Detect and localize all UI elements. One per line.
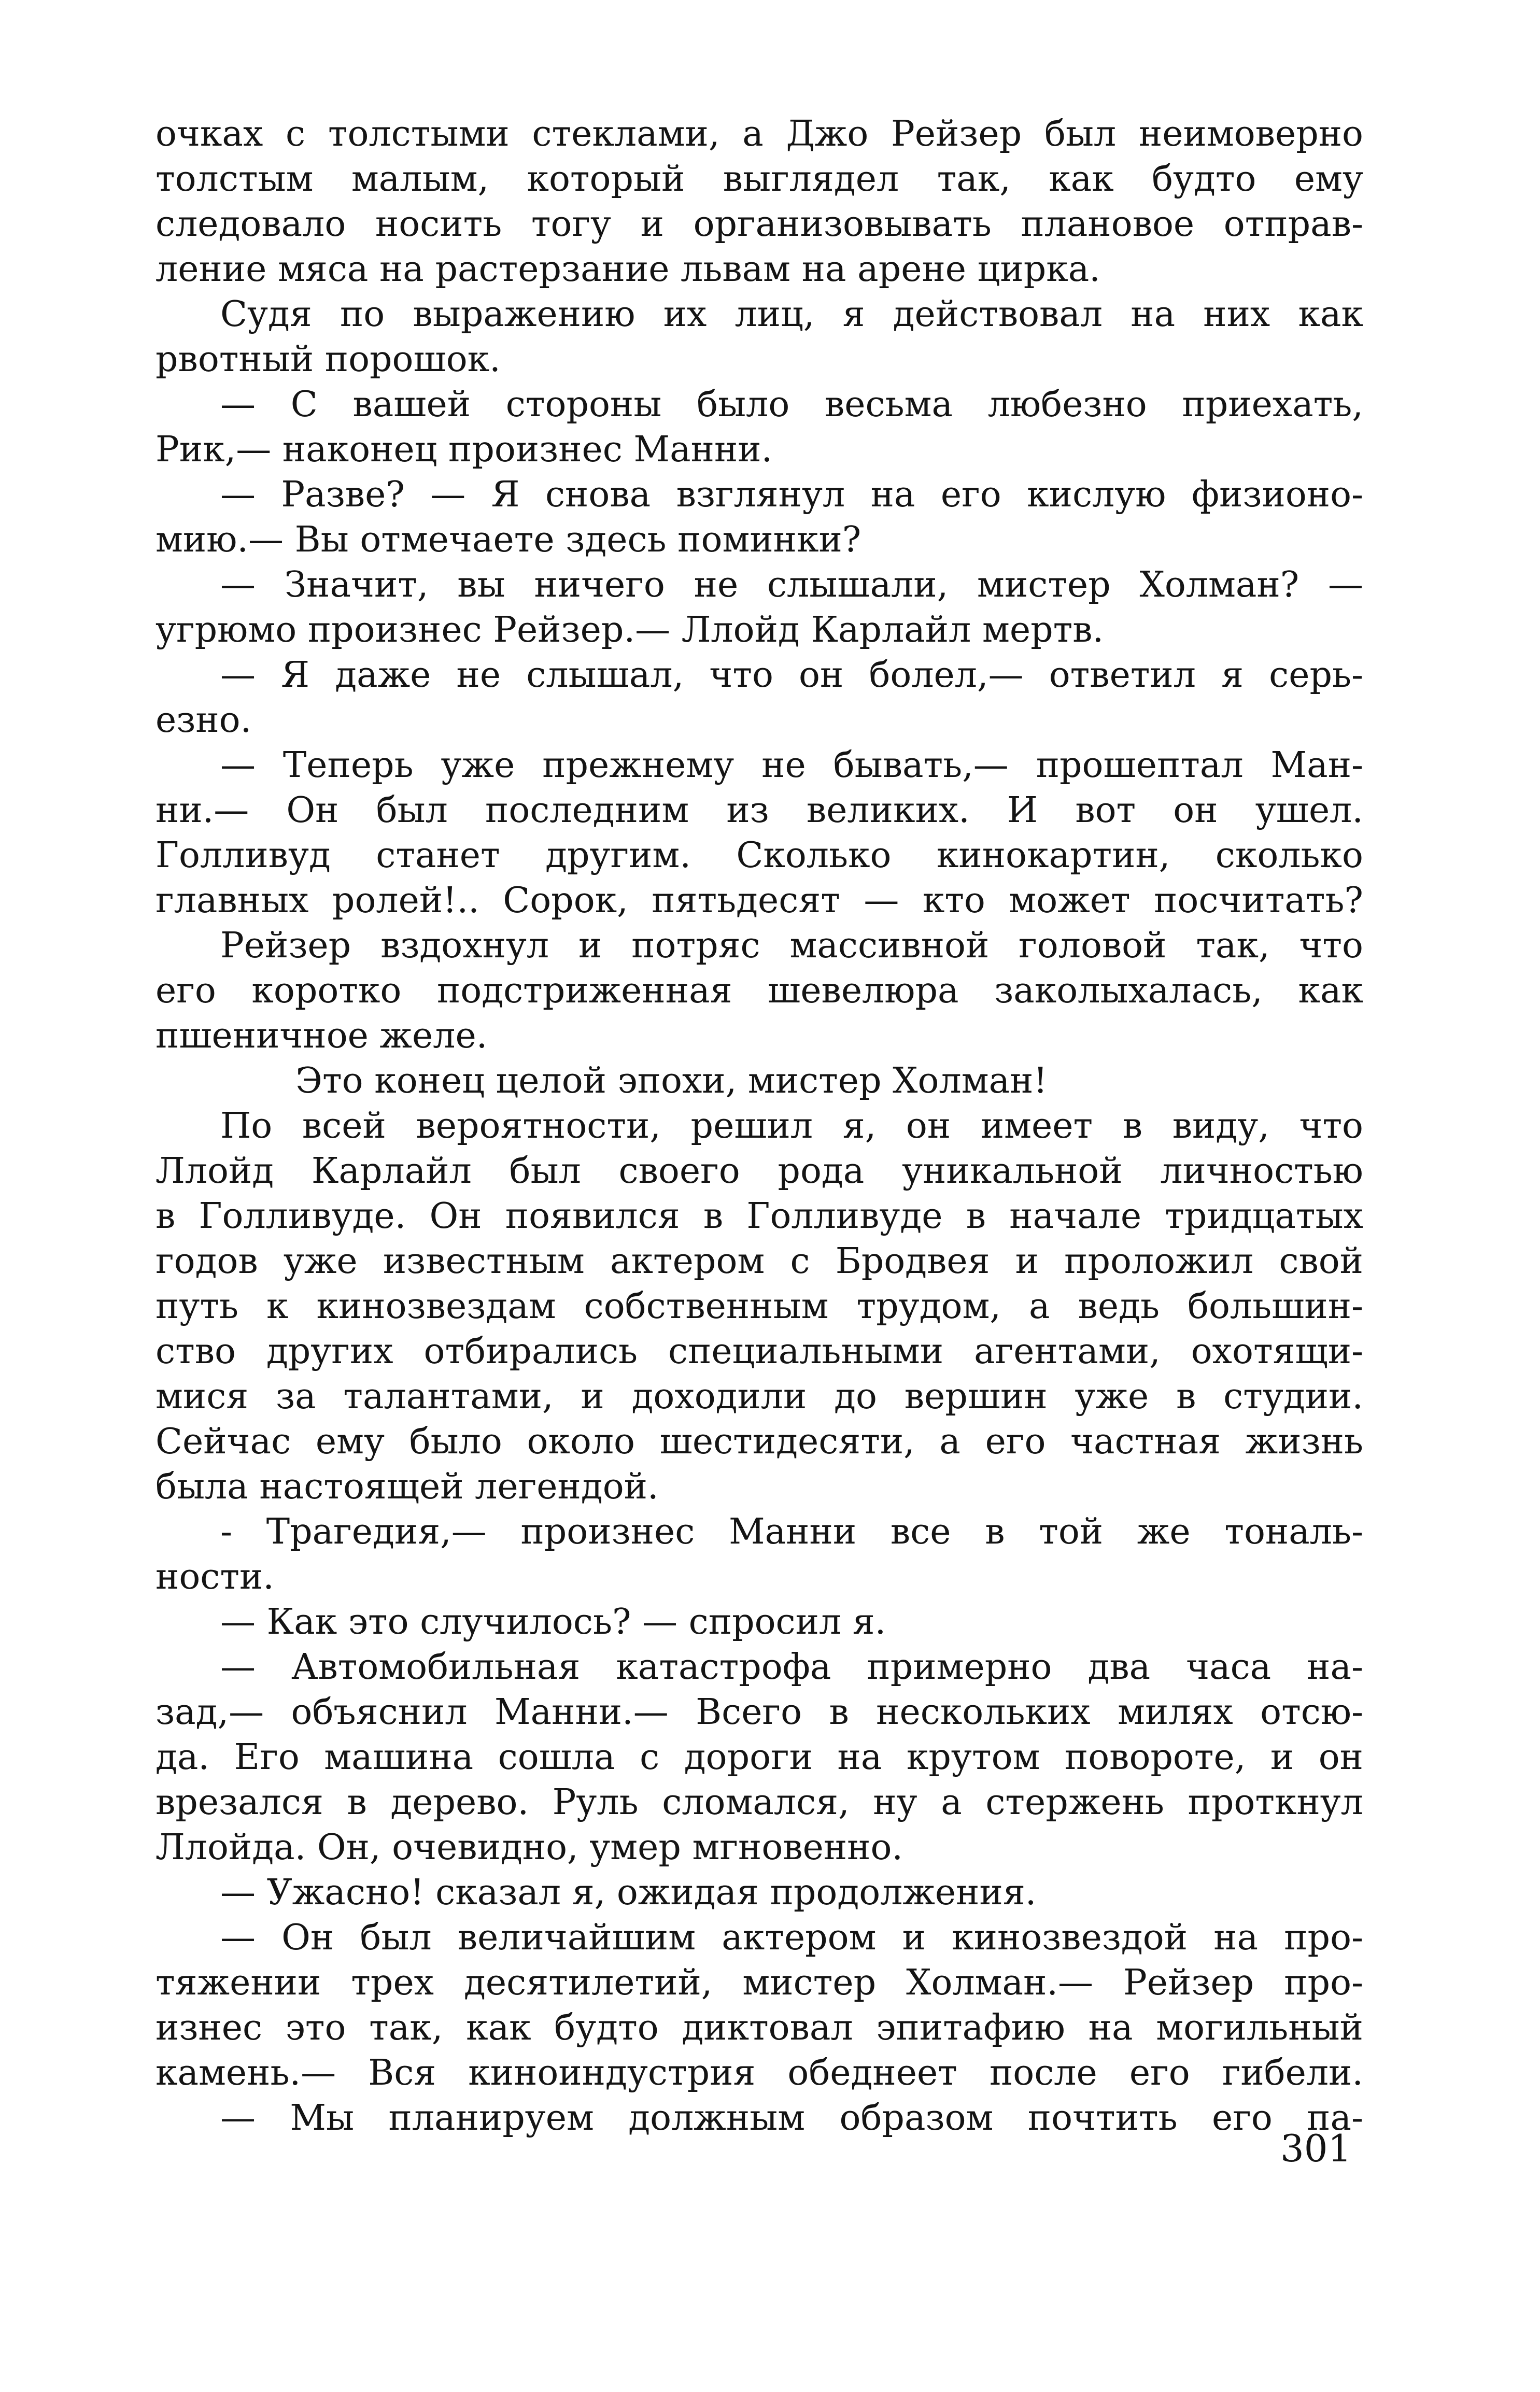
text-line: Ллойд Карлайл был своего рода уникальной личностью [156, 1151, 1363, 1192]
text-line: - Трагедия,— произнес Манни все в той же тональ- [220, 1511, 1363, 1552]
text-line: Рейзер вздохнул и потряс массивной головой так, что [220, 925, 1363, 966]
text-line: Это конец целой эпохи, мистер Холман! [295, 1060, 1048, 1101]
text-line: очках с толстыми стеклами, а Джо Рейзер был неимоверно [156, 114, 1363, 154]
text-line: изнес это так, как будто диктовал эпитафию на могильный [156, 2007, 1363, 2048]
text-line: — С вашей стороны было весьма любезно приехать, [220, 384, 1363, 425]
text-line: камень.— Вся киноиндустрия обеднеет после его гибели. [156, 2053, 1363, 2093]
book-page-text [156, 111, 1363, 2141]
text-line: ности. [156, 1556, 274, 1597]
text-line: Рик,— наконец произнес Манни. [156, 429, 773, 470]
text-line: рвотный порошок. [156, 339, 501, 380]
text-line: — Мы планируем должным образом почтить его па- [220, 2098, 1363, 2139]
text-line: была настоящей легендой. [156, 1466, 659, 1507]
text-line: его коротко подстриженная шевелюра заколыхалась, как [156, 970, 1363, 1011]
text-line: угрюмо произнес Рейзер.— Ллойд Карлайл мертв. [156, 610, 1104, 650]
text-line: Голливуд станет другим. Сколько кинокартин, сколько [156, 835, 1363, 876]
text-line: — Теперь уже прежнему не бывать,— прошептал Ман- [220, 745, 1363, 786]
text-line: Сейчас ему было около шестидесяти, а его частная жизнь [156, 1421, 1363, 1462]
page-number: 301 [1280, 2127, 1352, 2170]
text-line: — Разве? — Я снова взглянул на его кислую физионо- [220, 474, 1363, 515]
text-line: — Автомобильная катастрофа примерно два часа на- [220, 1647, 1363, 1688]
text-line: — Как это случилось? — спросил я. [220, 1602, 886, 1643]
text-line: — Ужасно! сказал я, ожидая продолжения. [220, 1872, 1037, 1913]
text-line: мися за талантами, и доходили до вершин уже в студии. [156, 1376, 1363, 1417]
text-line: в Голливуде. Он появился в Голливуде в начале тридцатых [156, 1196, 1363, 1237]
text-line: ление мяса на растерзание львам на арене цирка. [156, 249, 1100, 290]
text-line: — Он был величайшим актером и кинозвездой на про- [220, 1917, 1363, 1958]
text-line: тяжении трех десятилетий, мистер Холман.— Рейзер про- [156, 1962, 1363, 2003]
text-line: зад,— объяснил Манни.— Всего в нескольких милях отсю- [156, 1692, 1363, 1733]
text-line: — Значит, вы ничего не слышали, мистер Холман? — [220, 564, 1363, 605]
text-line: годов уже известным актером с Бродвея и проложил свой [156, 1241, 1363, 1282]
text-line: толстым малым, который выглядел так, как будто ему [156, 159, 1363, 200]
text-line: да. Его машина сошла с дороги на крутом повороте, и он [156, 1737, 1363, 1778]
text-line: По всей вероятности, решил я, он имеет в виду, что [220, 1106, 1363, 1147]
text-line: Ллойда. Он, очевидно, умер мгновенно. [156, 1827, 903, 1868]
text-line: ство других отбирались специальными агентами, охотящи- [156, 1331, 1363, 1372]
text-line: врезался в дерево. Руль сломался, ну а стержень проткнул [156, 1782, 1363, 1823]
text-line: главных ролей!.. Сорок, пятьдесят — кто может посчитать? [156, 880, 1363, 921]
text-line: пшеничное желе. [156, 1015, 488, 1056]
text-line: — Я даже не слышал, что он болел,— ответил я серь- [220, 655, 1363, 696]
text-line: следовало носить тогу и организовывать плановое отправ- [156, 204, 1363, 245]
text-line: ни.— Он был последним из великих. И вот он ушел. [156, 790, 1363, 831]
text-line: мию.— Вы отмечаете здесь поминки? [156, 519, 861, 560]
text-line: Судя по выражению их лиц, я действовал на них как [220, 294, 1363, 335]
text-line: езно. [156, 700, 252, 741]
text-line: путь к кинозвездам собственным трудом, а ведь большин- [156, 1286, 1363, 1327]
